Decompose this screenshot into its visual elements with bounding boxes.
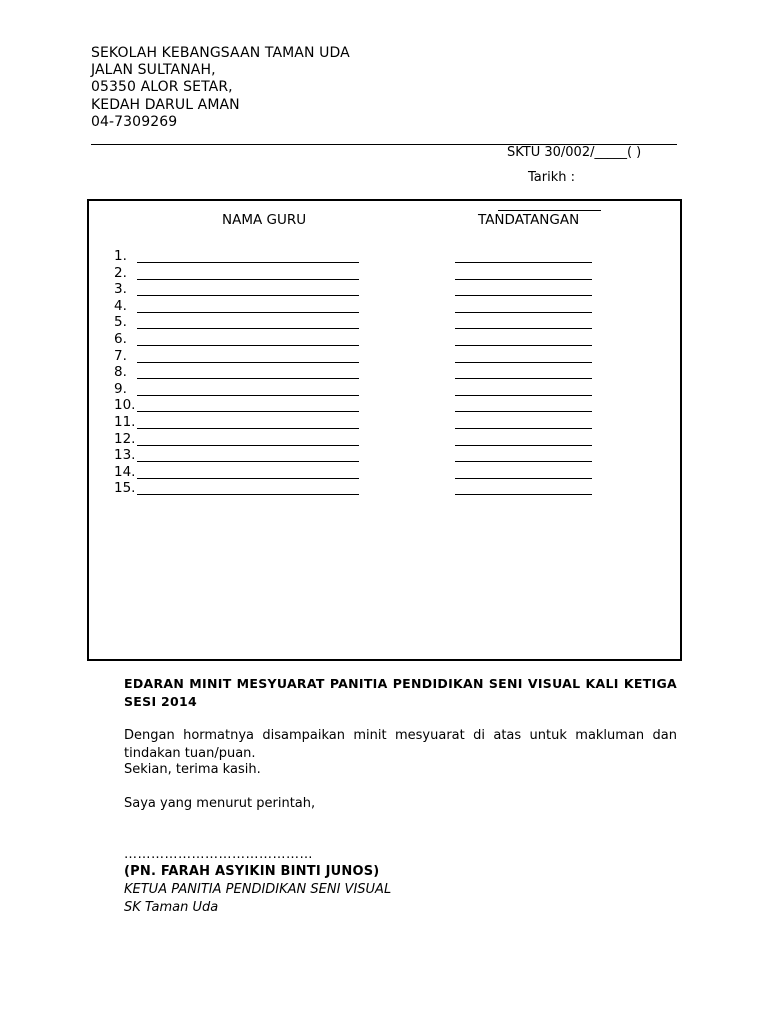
signature-blank-line	[455, 312, 592, 313]
signature-row	[114, 414, 594, 431]
row-number: 7.	[114, 347, 127, 364]
signature-blank-line	[455, 295, 592, 296]
signature-row	[114, 480, 594, 497]
name-blank-line	[137, 262, 359, 263]
name-blank-line	[137, 279, 359, 280]
signer-title: KETUA PANITIA PENDIDIKAN SENI VISUAL	[124, 882, 392, 897]
address-line: SEKOLAH KEBANGSAAN TAMAN UDA	[91, 45, 350, 61]
column-header-name: NAMA GURU	[222, 212, 307, 228]
row-number: 1.	[114, 248, 127, 264]
signature-blank-line	[455, 494, 592, 495]
row-number: 14.	[114, 463, 136, 480]
name-blank-line	[137, 428, 359, 429]
signature-row	[114, 281, 594, 298]
name-blank-line	[137, 362, 359, 363]
row-number: 2.	[114, 264, 127, 281]
row-number: 5.	[114, 314, 127, 331]
school-address	[91, 45, 350, 131]
signature-row	[114, 464, 594, 481]
name-blank-line	[137, 445, 359, 446]
letter-body	[124, 727, 677, 762]
signature-blank-line	[455, 445, 592, 446]
reference-number: SKTU 30/002/_____( )	[507, 145, 642, 160]
signature-row	[114, 364, 594, 381]
name-blank-line	[137, 328, 359, 329]
name-blank-line	[137, 494, 359, 495]
signature-blank-line	[455, 461, 592, 462]
name-blank-line	[137, 395, 359, 396]
row-number: 10.	[114, 397, 136, 414]
body-line: Dengan hormatnya disampaikan minit mesyuarat di atas untuk makluman dan	[124, 728, 677, 743]
signature-blank-line	[455, 362, 592, 363]
closing-text: Sekian, terima kasih.	[124, 762, 261, 777]
name-blank-line	[137, 378, 359, 379]
signature-row	[114, 248, 594, 265]
row-number: 13.	[114, 447, 136, 464]
phone-number: 04-7309269	[91, 113, 178, 130]
signature-blank-line	[455, 279, 592, 280]
name-blank-line	[137, 461, 359, 462]
name-blank-line	[137, 411, 359, 412]
row-number: 6.	[114, 331, 127, 347]
signature-blank-line	[455, 411, 592, 412]
signature-row	[114, 348, 594, 365]
signer-school: SK Taman Uda	[124, 900, 219, 915]
signature-blank-line	[455, 328, 592, 329]
signature-row	[114, 397, 594, 414]
date-label: Tarikh :	[528, 170, 575, 185]
column-header-signature: TANDATANGAN	[478, 212, 580, 228]
signature-blank-line	[455, 395, 592, 396]
signature-blank-line	[455, 345, 592, 346]
signature-line: ……………………………………	[124, 847, 313, 862]
signature-row	[114, 265, 594, 282]
letter-subject: EDARAN MINIT MESYUARAT PANITIA PENDIDIKAN SENI VISUAL KALI KETIGA SESI 2014	[124, 676, 677, 709]
signer-name: (PN. FARAH ASYIKIN BINTI JUNOS)	[124, 864, 380, 879]
address-line: KEDAH DARUL AMAN	[91, 96, 240, 113]
signature-row	[114, 331, 594, 348]
signature-blank-line	[455, 262, 592, 263]
signature-row	[114, 381, 594, 398]
signature-row	[114, 447, 594, 464]
address-line: 05350 ALOR SETAR,	[91, 79, 233, 96]
row-number: 9.	[114, 380, 127, 397]
sign-off: Saya yang menurut perintah,	[124, 796, 316, 811]
name-blank-line	[137, 312, 359, 313]
signature-blank-line	[455, 378, 592, 379]
row-number: 11.	[114, 414, 136, 430]
row-number: 8.	[114, 364, 127, 381]
signature-blank-line	[455, 428, 592, 429]
row-number: 12.	[114, 430, 136, 447]
name-blank-line	[137, 345, 359, 346]
name-blank-line	[137, 295, 359, 296]
signature-row	[114, 298, 594, 315]
address-line: JALAN SULTANAH,	[91, 62, 216, 79]
row-number: 3.	[114, 281, 127, 298]
signature-row	[114, 431, 594, 448]
row-number: 4.	[114, 297, 127, 314]
date-line	[498, 210, 601, 211]
signature-blank-line	[455, 478, 592, 479]
body-line: tindakan tuan/puan.	[124, 745, 256, 761]
name-blank-line	[137, 478, 359, 479]
signature-row	[114, 314, 594, 331]
row-number: 15.	[114, 480, 136, 497]
